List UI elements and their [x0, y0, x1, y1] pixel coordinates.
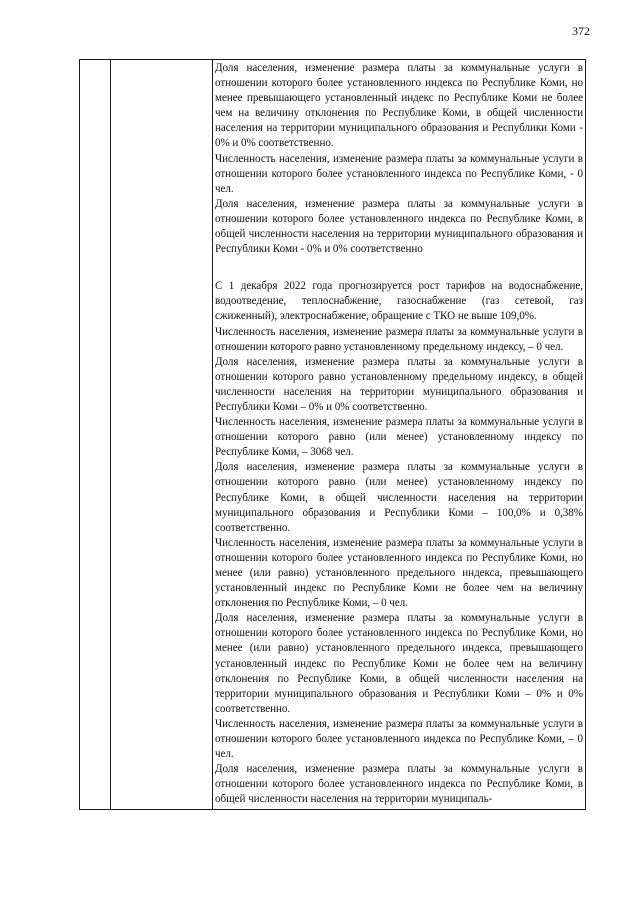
- paragraph: Численность населения, изменение размера платы за коммунальные услуги в отношении которого более установленного индекса по Республике Коми, - 0 чел.: [215, 152, 583, 195]
- paragraph: Доля населения, изменение размера платы за коммунальные услуги в отношении которого равно (или менее) установленному индексу по Республике Коми, в общей численности населения на территории муниципального образования и Республики Коми – 100,0% и 0,38% соответственно.: [215, 461, 583, 534]
- table-cell-number: [80, 60, 111, 810]
- paragraph: Доля населения, изменение размера платы за коммунальные услуги в отношении которого равно установленному предельному индексу, в общей численности населения на территории муниципального образования и Республики Коми – 0% и 0% соответственно.: [215, 355, 583, 413]
- paragraph: Численность населения, изменение размера платы за коммунальные услуги в отношении которого более установленного индекса по Республике Коми, – 0 чел.: [215, 717, 583, 761]
- table-cell-content: [213, 60, 586, 810]
- paragraph: Доля населения, изменение размера платы за коммунальные услуги в отношении которого более установленного индекса по Республике Коми, в общей численности населения на территории муниципального образования и Республики Коми - 0% и 0% соответственно: [215, 197, 583, 256]
- paragraph: С 1 декабря 2022 года прогнозируется рост тарифов на водоснабжение, водоотведение, теплоснабжение, газоснабжение (газ сетевой, газ сжиженный), электроснабжение, обращение с ТКО не выше 109,0%.: [215, 280, 583, 323]
- paragraph: Численность населения, изменение размера платы за коммунальные услуги в отношении которого равно (или менее) установленному индексу по Республике Коми, – 3068 чел.: [215, 416, 583, 459]
- paragraph: Численность населения, изменение размера платы за коммунальные услуги в отношении которого более установленного индекса по Республике Коми, но менее (или равно) установленного предельного индекса, превышающего установленный индекс по Республике Коми не более чем на величину отклонения по Республике Коми, – 0 чел.: [215, 536, 583, 610]
- block-gap: [215, 257, 583, 279]
- table-cell-name: [111, 60, 213, 810]
- table-row: [80, 60, 586, 810]
- paragraph: Доля населения, изменение размера платы за коммунальные услуги в отношении которого более установленного индекса по Республике Коми, в общей численности населения на территории муниципаль-: [215, 763, 583, 806]
- document-table: [79, 59, 586, 810]
- paragraph: Доля населения, изменение размера платы за коммунальные услуги в отношении которого более установленного индекса по Республике Коми, но менее превышающего установленный индекс по Республике Коми не более чем на величину отклонения по Республике Коми, в общей численности населения на территории муниципального образования и Республики Коми - 0% и 0% соответственно.: [215, 62, 583, 150]
- paragraph: Численность населения, изменение размера платы за коммунальные услуги в отношении которого равно установленному предельному индексу, – 0 чел.: [215, 325, 583, 353]
- paragraph: Доля населения, изменение размера платы за коммунальные услуги в отношении которого более установленного индекса по Республике Коми, но менее (или равно) установленного предельного индекса, превышающего установленный индекс по Республике Коми не более чем на величину отклонения по Республике Коми, в общей численности населения на территории муниципального образования и Республики Коми – 0% и 0% соответственно.: [215, 612, 583, 715]
- page-number: 372: [572, 24, 590, 38]
